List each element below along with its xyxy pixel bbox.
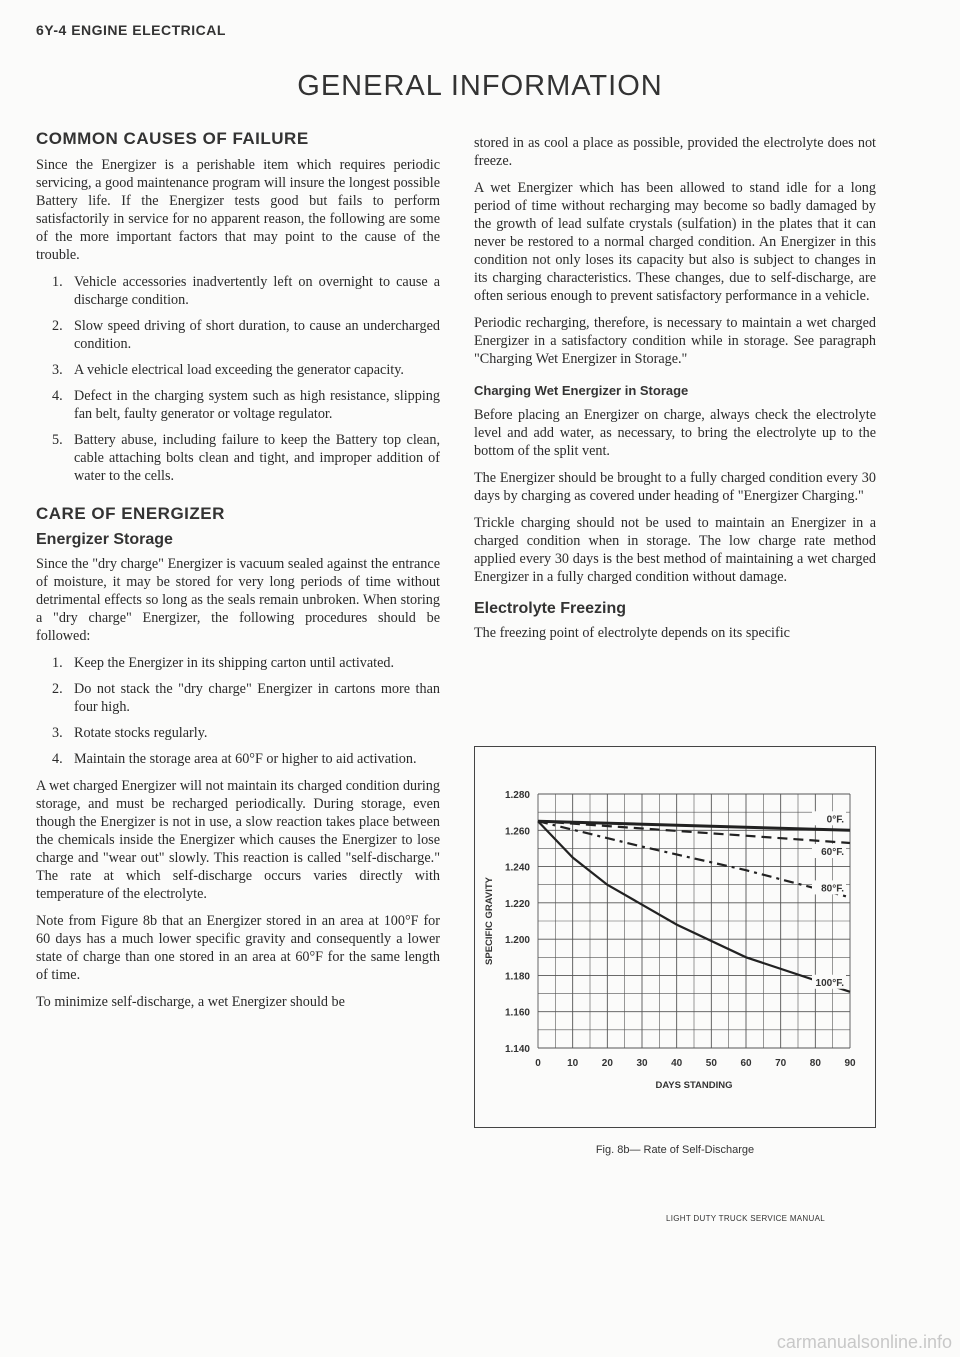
footer-manual-title: LIGHT DUTY TRUCK SERVICE MANUAL — [666, 1214, 825, 1223]
paragraph-note-figure: Note from Figure 8b that an Energizer stored in an area at 100°F for 60 days has a much lower specific gravity and consequently a lower state of charge than one stored in an area at 60°F for the same length of time. — [36, 913, 440, 983]
series-label: 60°F. — [821, 846, 844, 858]
paragraph-30-days: The Energizer should be brought to a fully charged condition every 30 days by charging as covered under heading of "Energizer Charging." — [474, 470, 876, 504]
x-tick-label: 10 — [567, 1058, 579, 1069]
watermark: carmanualsonline.info — [776, 1332, 952, 1352]
paragraph-periodic: Periodic recharging, therefore, is necessary to maintain a wet charged Energizer in a satisfactory condition while in storage. See paragraph "Charging Wet Energizer in Storage." — [474, 315, 876, 367]
y-tick-label: 1.140 — [504, 1044, 530, 1055]
list-item: 2. Slow speed driving of short duration, to cause an undercharged condition. — [52, 318, 440, 352]
list-item: 4. Maintain the storage area at 60°F or higher to aid activation. — [52, 751, 417, 767]
paragraph-storage-intro: Since the "dry charge" Energizer is vacuum sealed against the entrance of moisture, it may be stored for very long periods of time without detrimental effects so long as the seals remain unbroken. When storing a "dry charge" Energizer, the following procedures should be followed: — [36, 556, 440, 644]
heading-common-causes: COMMON CAUSES OF FAILURE — [36, 129, 309, 148]
figure-caption: Fig. 8b— Rate of Self-Discharge — [595, 1144, 755, 1156]
page-title: GENERAL INFORMATION — [297, 70, 663, 102]
list-item: 3. A vehicle electrical load exceeding the generator capacity. — [52, 362, 404, 378]
heading-charging-wet: Charging Wet Energizer in Storage — [474, 383, 689, 398]
left-column — [36, 130, 440, 1020]
figure-self-discharge — [474, 746, 876, 1156]
page-header: 6Y-4 ENGINE ELECTRICAL — [36, 22, 226, 38]
causes-list — [36, 273, 440, 485]
list-item: 2. Do not stack the "dry charge" Energizer in cartons more than four high. — [52, 681, 440, 715]
y-tick-label: 1.280 — [504, 790, 530, 801]
x-tick-label: 70 — [775, 1058, 787, 1069]
y-tick-label: 1.260 — [504, 826, 530, 838]
x-axis-title: DAYS STANDING — [655, 1080, 733, 1091]
paragraph-causes-intro: Since the Energizer is a perishable item which requires periodic servicing, a good maintenance program will insure the longest possible Battery life. If the Energizer tests good but fails to perform satisfactorily in service for no apparent reason, the following are some of the more important factors that may point to the cause of the trouble. — [36, 157, 440, 263]
x-tick-label: 20 — [601, 1058, 613, 1069]
paragraph-idle: A wet Energizer which has been allowed to stand idle for a long period of time without recharging may become so badly damaged by the growth of lead sulfate crystals (sulfation) in the plates that it can never be restored to a normal charged condition. An Energizer in this condition not only loses its capacity but also is subject to changes in its charging characteristics. These changes, due to self-discharge, are often serious enough to prevent satisfactory performance in a vehicle. — [474, 180, 876, 304]
right-column — [474, 134, 876, 651]
list-item: 1. Vehicle accessories inadvertently left on overnight to cause a discharge condition. — [52, 274, 440, 308]
self-discharge-chart — [474, 746, 876, 1128]
x-tick-label: 40 — [671, 1058, 683, 1069]
heading-electrolyte-freezing: Electrolyte Freezing — [474, 600, 627, 617]
y-tick-label: 1.200 — [504, 935, 530, 947]
y-tick-label: 1.240 — [504, 862, 530, 874]
x-tick-label: 0 — [535, 1058, 541, 1069]
x-tick-label: 50 — [705, 1058, 717, 1069]
paragraph-wet-charged: A wet charged Energizer will not maintain its charged condition during storage, and must be recharged periodically. During storage, even though the Energizer is not in use, a slow reaction takes place between the chemicals inside the Energizer which causes the Energizer to lose charge and "wear out" slowly. This reaction is called "self-discharge." The rate at which self-discharge occurs varies directly with temperature of the electrolyte. — [36, 778, 440, 902]
heading-energizer-storage: Energizer Storage — [36, 531, 173, 548]
y-tick-label: 1.220 — [504, 898, 530, 910]
x-tick-label: 90 — [844, 1058, 856, 1069]
y-tick-label: 1.180 — [504, 971, 530, 983]
y-axis-title: SPECIFIC GRAVITY — [484, 877, 495, 965]
list-item: 3. Rotate stocks regularly. — [52, 725, 208, 741]
list-item: 1. Keep the Energizer in its shipping carton until activated. — [52, 655, 395, 671]
series-label: 80°F. — [821, 883, 844, 895]
paragraph-freezing: The freezing point of electrolyte depends on its specific — [474, 625, 790, 641]
x-tick-label: 60 — [740, 1058, 752, 1069]
x-tick-label: 30 — [636, 1058, 648, 1069]
paragraph-stored-cool: stored in as cool a place as possible, provided the electrolyte does not freeze. — [474, 135, 876, 169]
list-item: 5. Battery abuse, including failure to keep the Battery top clean, cable attaching bolts clean and tight, and improper addition of water to the cells. — [52, 432, 440, 484]
paragraph-before-charge: Before placing an Energizer on charge, always check the electrolyte level and add water, as necessary, to bring the electrolyte up to the bottom of the split vent. — [474, 407, 876, 459]
x-tick-label: 80 — [809, 1058, 821, 1069]
storage-list — [36, 654, 440, 768]
list-item: 4. Defect in the charging system such as high resistance, slipping fan belt, faulty generator or voltage regulator. — [52, 388, 440, 422]
paragraph-minimize: To minimize self-discharge, a wet Energizer should be — [36, 994, 345, 1010]
y-tick-label: 1.160 — [504, 1007, 530, 1019]
heading-care-of-energizer: CARE OF ENERGIZER — [36, 504, 225, 523]
paragraph-trickle: Trickle charging should not be used to maintain an Energizer in a charged condition when in storage. The low charge rate method applied every 30 days is the best method of maintaining a wet charged Energizer in a fully charged condition without damage. — [474, 515, 876, 585]
series-label: 0°F. — [826, 814, 844, 826]
series-label: 100°F. — [815, 977, 844, 989]
